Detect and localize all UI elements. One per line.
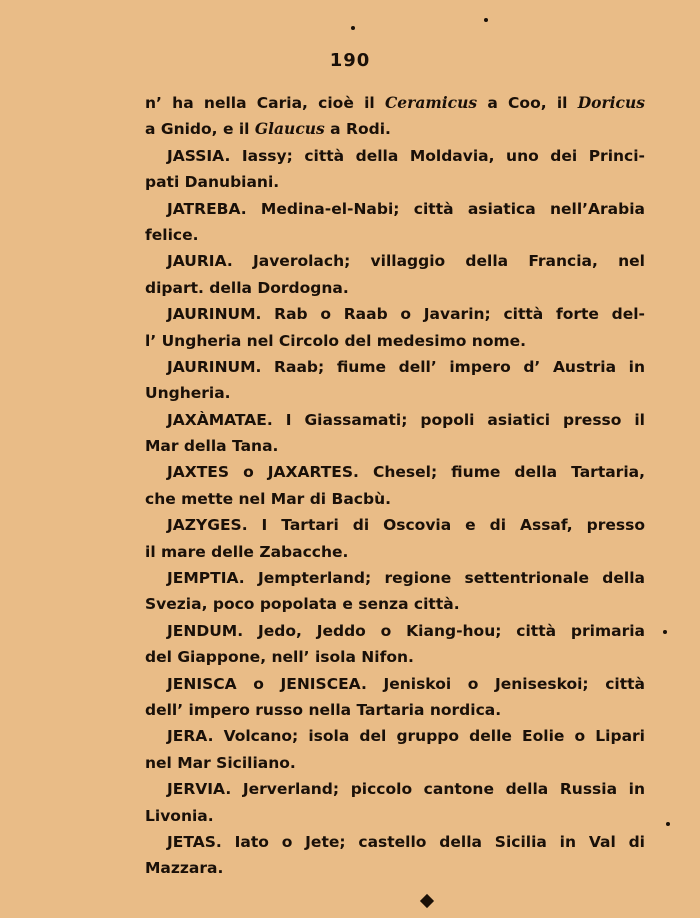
entry-continuation: Livonia. [145, 806, 214, 825]
entry-continuation: il mare delle Zabacche. [145, 542, 349, 561]
entry-first-line: JERA. Volcano; isola del gruppo delle Eolie o Lipari [167, 727, 645, 746]
entry-first-line: JENDUM. Jedo, Jeddo o Kiang-hou; città primaria [167, 621, 645, 640]
footer-ornament [420, 894, 434, 908]
page-number: 190 [329, 50, 371, 71]
entry-continuation: Mar della Tana. [145, 437, 279, 456]
page-body [145, 90, 645, 882]
entry-first-line: JAZYGES. I Tartari di Oscovia e di Assaf, presso [167, 516, 645, 535]
print-speck [484, 18, 488, 22]
entry-first-line: JERVIA. Jerverland; piccolo cantone della Russia in [167, 780, 645, 799]
entry-continuation: Mazzara. [145, 859, 224, 878]
entry-continuation: che mette nel Mar di Bacbù. [145, 489, 391, 508]
entry-continuation: dipart. della Dordogna. [145, 278, 349, 297]
entry-first-line: JAXTES o JAXARTES. Chesel; fiume della Tartaria, [167, 463, 645, 482]
entry-first-line: JAURINUM. Raab; fiume dell’ impero d’ Austria in [167, 357, 645, 376]
print-speck [351, 26, 355, 30]
entry-first-line: JAURINUM. Rab o Raab o Javarin; città forte del- [167, 305, 645, 324]
entry-continuation: Ungheria. [145, 384, 231, 403]
entry-continuation: dell’ impero russo nella Tartaria nordica. [145, 700, 502, 719]
entry-continuation: Svezia, poco popolata e senza città. [145, 595, 460, 614]
entry-continuation: felice. [145, 225, 199, 244]
entry-first-line: JASSIA. Iassy; città della Moldavia, uno dei Princi- [167, 146, 645, 165]
entry-continuation: pati Danubiani. [145, 173, 280, 192]
print-speck [666, 822, 670, 826]
entry-first-line: JATREBA. Medina-el-Nabi; città asiatica nell’Arabia [167, 199, 645, 218]
text-line: n’ ha nella Caria, cioè il Ceramicus a Coo, il Doricus [145, 93, 645, 112]
print-speck [663, 630, 667, 634]
entry-continuation: nel Mar Siciliano. [145, 753, 296, 772]
entry-continuation: del Giappone, nell’ isola Nifon. [145, 648, 414, 667]
entry-first-line: JAURIA. Javerolach; villaggio della Francia, nel [167, 252, 645, 271]
entry-continuation: l’ Ungheria nel Circolo del medesimo nome. [145, 331, 527, 350]
entry-first-line: JAXÀMATAE. I Giassamati; popoli asiatici presso il [167, 410, 645, 429]
entry-first-line: JEMPTIA. Jempterland; regione settentrionale della [167, 569, 645, 588]
entry-first-line: JETAS. Iato o Jete; castello della Sicilia in Val di [167, 832, 645, 851]
entry-first-line: JENISCA o JENISCEA. Jeniskoi o Jeniseskoi; città [167, 674, 645, 693]
text-line: a Gnido, e il Glaucus a Rodi. [145, 119, 391, 139]
